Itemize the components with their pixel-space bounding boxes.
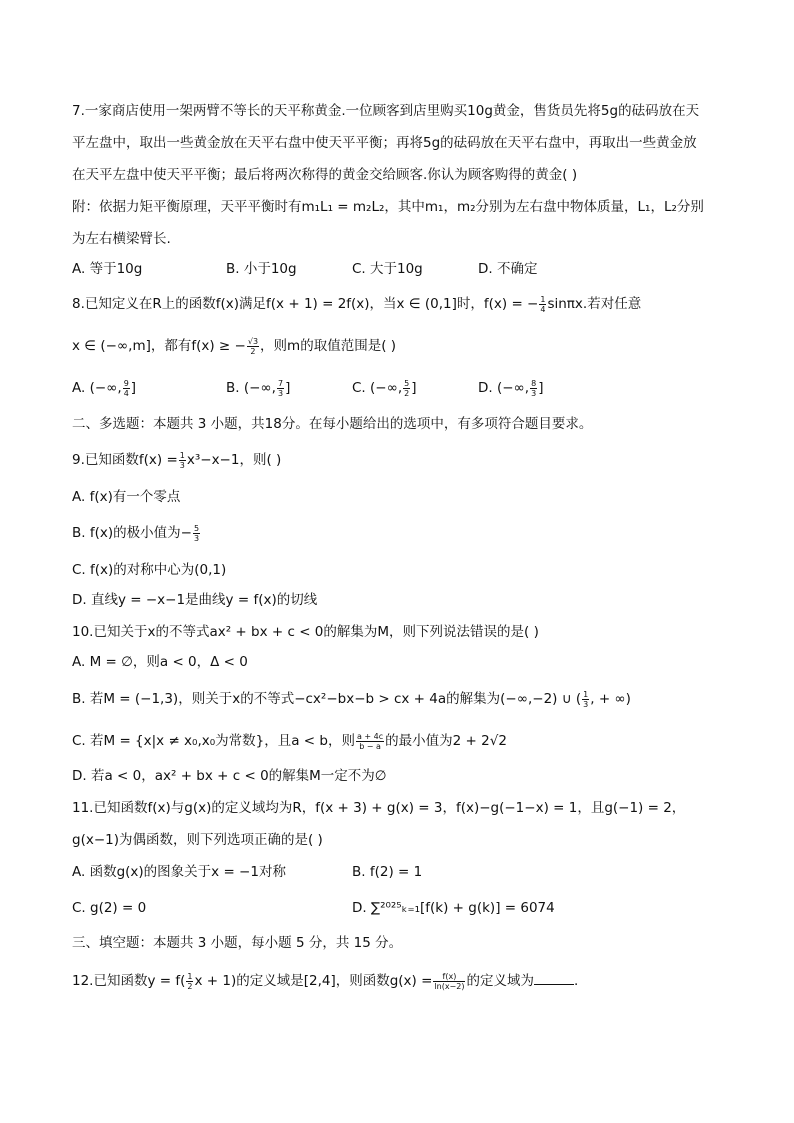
q11-line-1: 11.已知函数f(x)与g(x)的定义域均为R，f(x + 3) + g(x) = 3，f(x)−g(−1−x) = 1，且g(−1) = 2， xyxy=(72,800,686,816)
q8-opt-b-den: 3 xyxy=(277,388,284,398)
q8-opt-a-suffix: ] xyxy=(130,380,137,396)
q8-option-b xyxy=(226,378,290,398)
q11-line-2: g(x−1)为偶函数，则下列选项正确的是( ) xyxy=(72,832,323,848)
q8-frac-den: 4 xyxy=(540,304,546,314)
q8-opt-a-num: 9 xyxy=(123,378,129,388)
q9-opt-b-a: B. f(x)的极小值为− xyxy=(72,525,192,541)
q9-frac-den: 3 xyxy=(179,460,185,470)
q11-option-c: C. g(2) = 0 xyxy=(72,900,147,916)
q9-option-b xyxy=(72,523,201,543)
q7-option-d: D. 不确定 xyxy=(478,261,538,277)
q12-stem-a: 12.已知函数y = f( xyxy=(72,973,186,989)
q7-line-4: 附：依据力矩平衡原理，天平平衡时有m₁L₁ = m₂L₂，其中m₁，m₂分别为左右盘中物体质量，L₁，L₂分别 xyxy=(72,199,704,215)
q8-opt-c-num: 5 xyxy=(404,378,410,388)
q11-option-b: B. f(2) = 1 xyxy=(352,864,423,880)
q8-line-1-a: 8.已知定义在R上的函数f(x)满足f(x + 1) = 2f(x)，当x ∈ (0,1]时，f(x) = − xyxy=(72,296,539,312)
q8-line-1-fraction xyxy=(539,295,546,314)
q8-opt-b-prefix: B. (−∞, xyxy=(226,380,276,396)
q8-line-2-a: x ∈ (−∞,m]，都有f(x) ≥ − xyxy=(72,338,246,354)
q8-opt-d-num: 8 xyxy=(531,378,537,388)
q12-stem-c: 的定义域为 xyxy=(466,973,534,989)
q9-frac-num: 1 xyxy=(179,450,185,460)
q10-stem: 10.已知关于x的不等式ax² + bx + c < 0的解集为M，则下列说法错误的是( ) xyxy=(72,624,539,640)
q8-opt-a-den: 4 xyxy=(123,388,129,398)
q9-opt-b-den: 3 xyxy=(193,533,200,543)
q10-opt-c-den: b − a xyxy=(359,741,381,751)
q7-option-c: C. 大于10g xyxy=(352,261,423,277)
q7-line-5: 为左右横梁臂长. xyxy=(72,231,171,247)
q8-opt-b-suffix: ] xyxy=(285,380,291,396)
q12-frac1-num: 1 xyxy=(187,971,193,981)
q9-stem-b: x³−x−1，则( ) xyxy=(186,452,282,468)
q12-stem xyxy=(72,970,578,991)
q9-stem-a: 9.已知函数f(x) = xyxy=(72,452,178,468)
q10-opt-c-a: C. 若M = {x|x ≠ x₀,x₀为常数}，且a < b，则 xyxy=(72,733,355,749)
q7-line-2: 平左盘中，取出一些黄金放在天平右盘中使天平平衡；再将5g的砝码放在天平右盘中，再取出一些黄金放 xyxy=(72,135,697,151)
q9-option-a: A. f(x)有一个零点 xyxy=(72,489,181,505)
q11-option-d: D. ∑²⁰²⁵ₖ₌₁[f(k) + g(k)] = 6074 xyxy=(352,900,555,916)
q8-line-2-fraction xyxy=(247,337,259,356)
q12-stem-b: x + 1)的定义域是[2,4]，则函数g(x) = xyxy=(194,973,433,989)
q8-line-2-b: ，则m的取值范围是( ) xyxy=(260,338,397,354)
q11-option-a: A. 函数g(x)的图象关于x = −1对称 xyxy=(72,864,286,880)
q8-opt-d-den: 3 xyxy=(531,388,537,398)
q8-option-c xyxy=(352,378,417,398)
q10-option-a: A. M = ∅，则a < 0，Δ < 0 xyxy=(72,654,248,670)
q9-stem xyxy=(72,450,281,470)
q12-frac1-den: 2 xyxy=(187,981,193,991)
q7-line-1: 7.一家商店使用一架两臂不等长的天平称黄金.一位顾客到店里购买10g黄金，售货员先将5g的砝码放在天 xyxy=(72,103,700,119)
q8-opt-d-prefix: D. (−∞, xyxy=(478,380,530,396)
q12-frac2-den: ln(x−2) xyxy=(434,981,465,991)
q8-option-a xyxy=(72,378,136,398)
q8-opt-b-num: 7 xyxy=(277,378,284,388)
q8-opt-c-den: 2 xyxy=(404,388,410,398)
q12-stem-end: . xyxy=(573,973,579,989)
q8-opt-c-prefix: C. (−∞, xyxy=(352,380,403,396)
q8-opt-a-prefix: A. (−∞, xyxy=(72,380,122,396)
section-3-heading: 三、填空题：本题共 3 小题，每小题 5 分，共 15 分。 xyxy=(72,935,403,951)
q7-line-3: 在天平左盘中使天平平衡；最后将两次称得的黄金交给顾客.你认为顾客购得的黄金( ) xyxy=(72,167,578,183)
q10-option-c xyxy=(72,731,507,751)
q8-line-1 xyxy=(72,294,641,314)
q10-option-b xyxy=(72,689,631,709)
q7-option-b: B. 小于10g xyxy=(226,261,297,277)
q10-opt-b-b: , + ∞) xyxy=(590,691,631,707)
q10-opt-b-den: 3 xyxy=(583,699,589,709)
q12-answer-blank[interactable] xyxy=(534,970,574,985)
q8-frac2-den: 2 xyxy=(250,346,256,356)
q10-opt-c-num: a + 4c xyxy=(356,731,384,741)
section-2-heading: 二、多选题：本题共 3 小题，共18分。在每小题给出的选项中，有多项符合题目要求。 xyxy=(72,416,593,432)
q9-option-d: D. 直线y = −x−1是曲线y = f(x)的切线 xyxy=(72,592,318,608)
q9-option-c: C. f(x)的对称中心为(0,1) xyxy=(72,562,227,578)
q12-frac2-num: f(x) xyxy=(433,972,465,982)
q8-opt-d-suffix: ] xyxy=(538,380,544,396)
q10-option-d: D. 若a < 0，ax² + bx + c < 0的解集M一定不为∅ xyxy=(72,768,387,784)
q8-frac2-num: √3 xyxy=(247,336,259,346)
q10-opt-b-a: B. 若M = (−1,3)，则关于x的不等式−cx²−bx−b > cx + 4a的解集为(−∞,−2) ∪ ( xyxy=(72,691,582,707)
q8-line-1-b: sinπx.若对任意 xyxy=(547,296,642,312)
q8-option-d xyxy=(478,378,543,398)
q8-opt-c-suffix: ] xyxy=(411,380,417,396)
q9-opt-b-num: 5 xyxy=(193,523,200,533)
q8-frac-num: 1 xyxy=(540,294,546,304)
q8-line-2 xyxy=(72,336,396,356)
q7-option-a: A. 等于10g xyxy=(72,261,143,277)
q10-opt-c-b: 的最小值为2 + 2√2 xyxy=(385,733,507,749)
q10-opt-b-num: 1 xyxy=(583,689,589,699)
